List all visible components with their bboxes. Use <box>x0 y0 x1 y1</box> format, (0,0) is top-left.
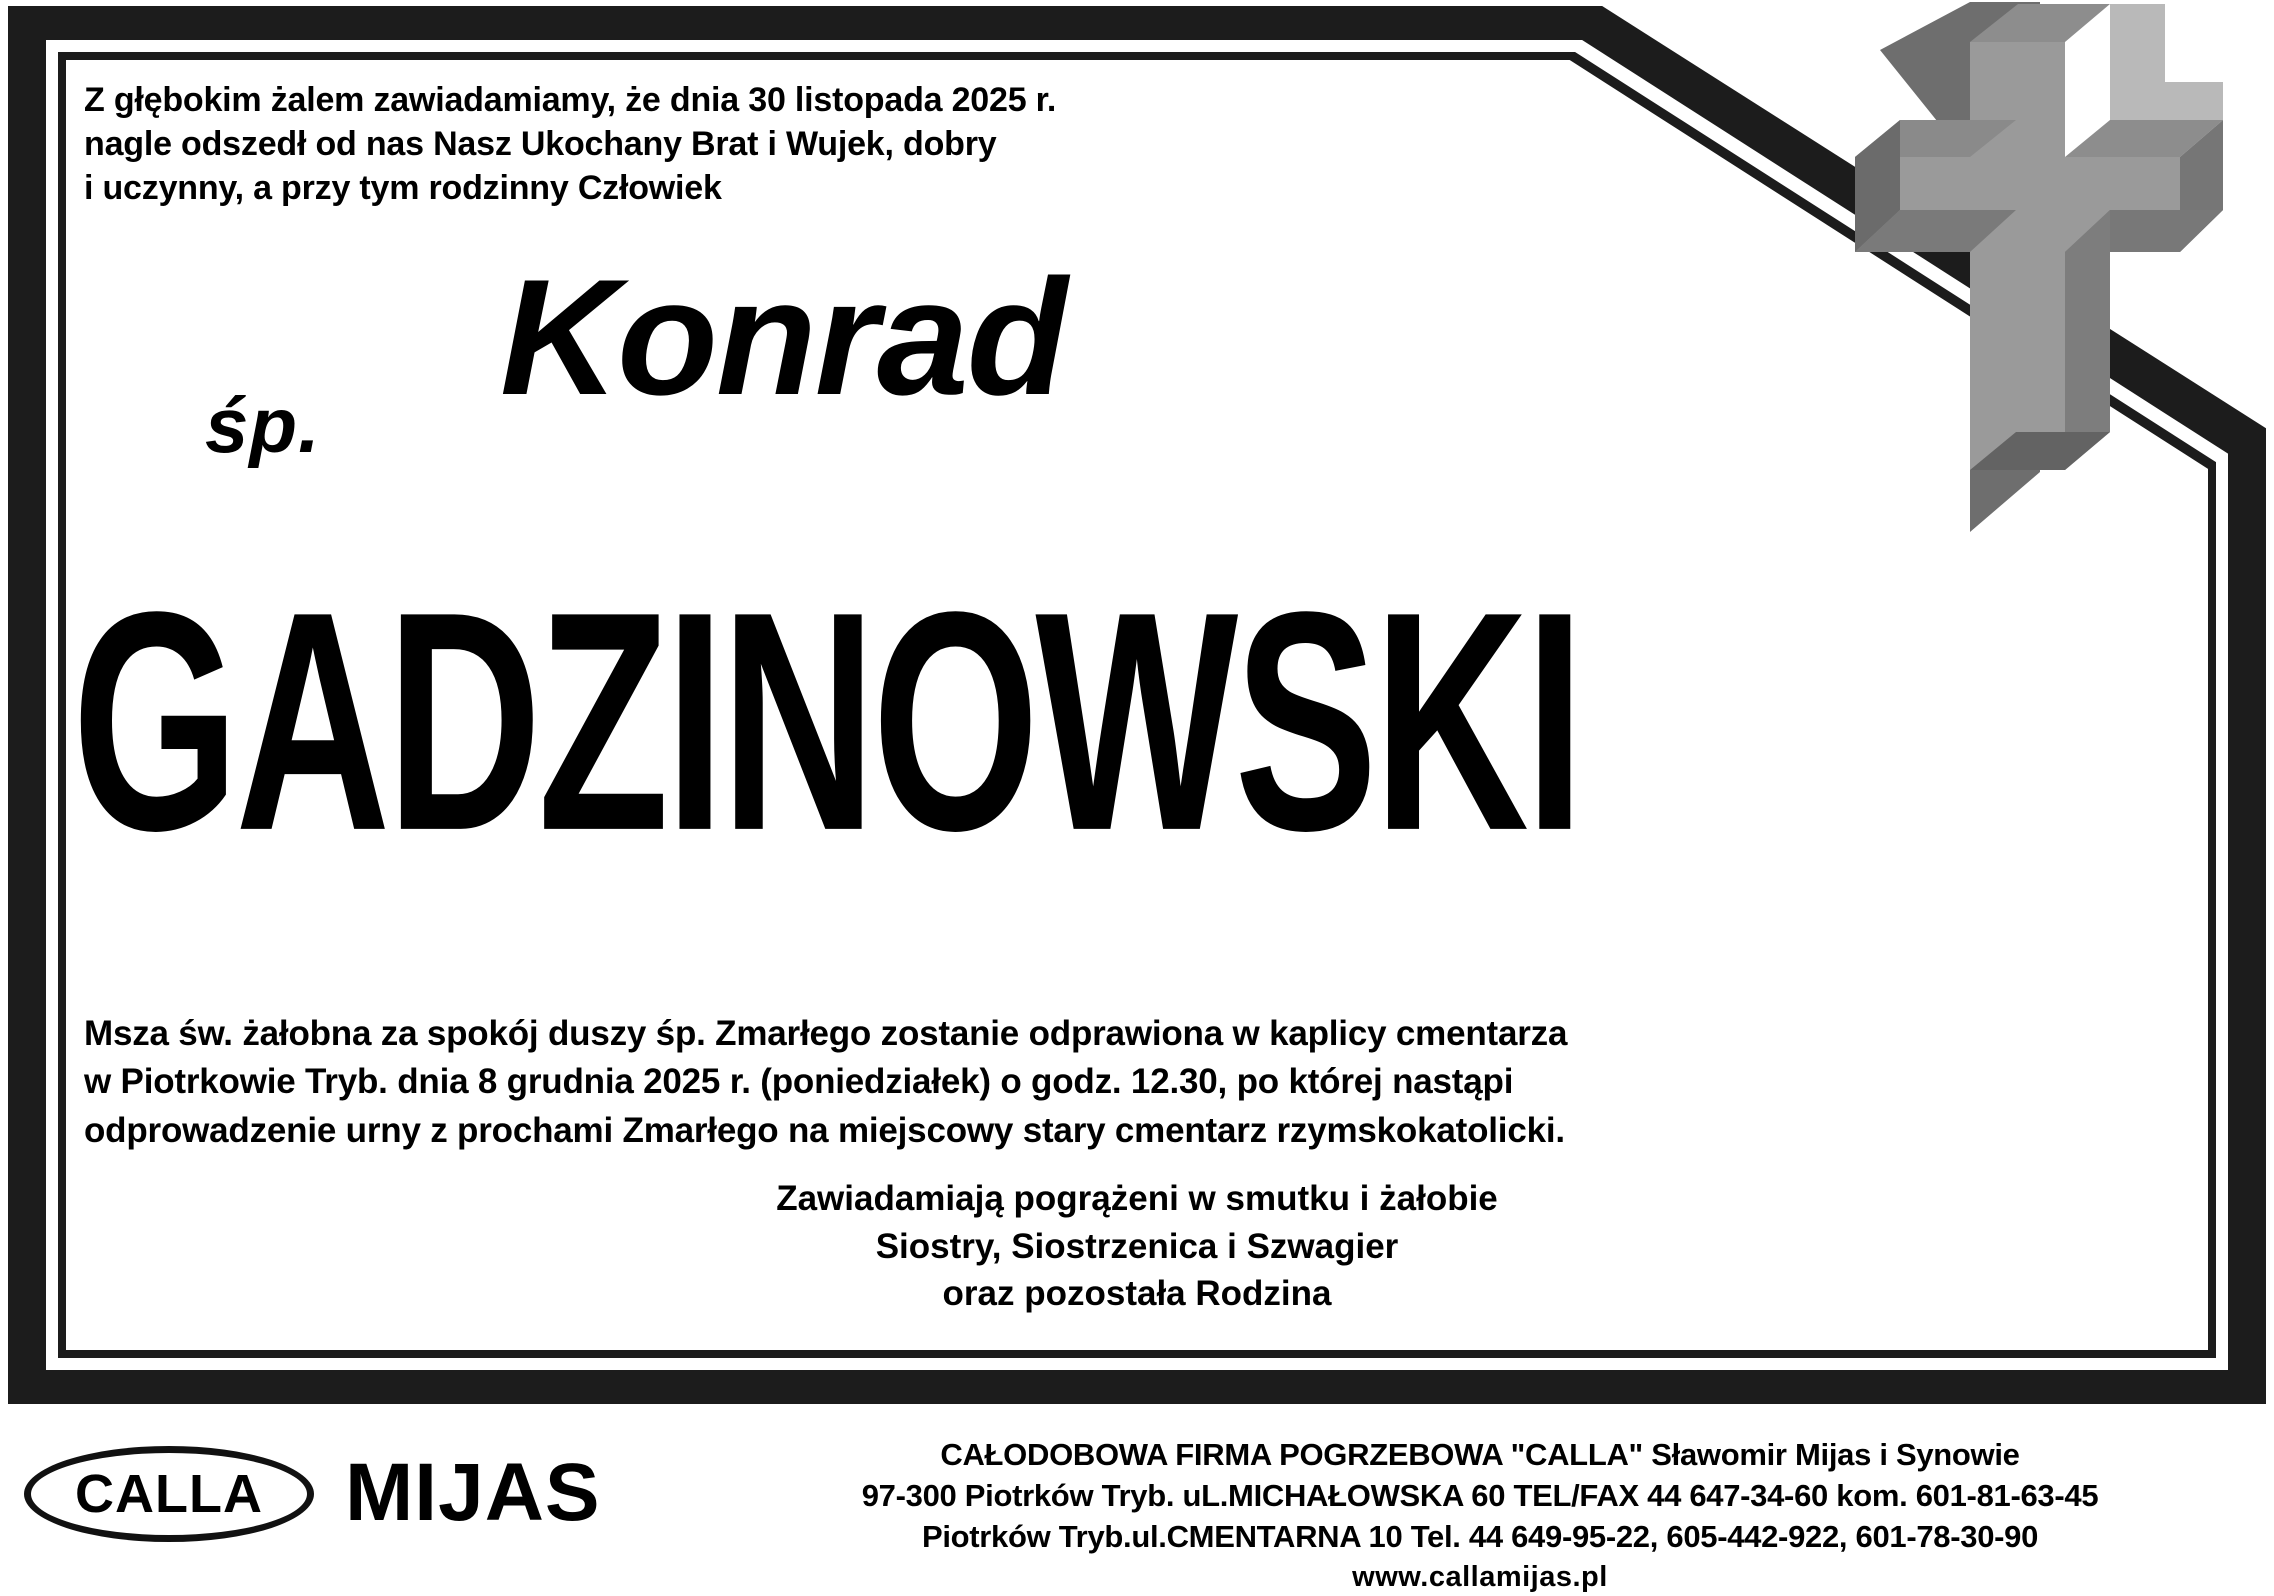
company-website: www.callamijas.pl <box>1352 1560 1608 1593</box>
family-line-2: Siostry, Siostrzenica i Szwagier <box>875 1226 1399 1266</box>
deceased-first-name: Konrad <box>500 245 1066 429</box>
honorific-label: śp. <box>205 381 321 469</box>
intro-line-1: Z głębokim żalem zawiadamiamy, że dnia 30 listopada 2025 r. <box>84 81 1057 119</box>
mijas-wordmark: MIJAS <box>345 1447 601 1538</box>
funeral-home-footer <box>0 1418 2274 1593</box>
mass-line-3: odprowadzenie urny z prochami Zmarłego na miejscowy stary cmentarz rzymskokatolicki. <box>84 1110 1565 1150</box>
calla-logo <box>24 1446 314 1542</box>
company-line-2: 97-300 Piotrków Tryb. uL.MICHAŁOWSKA 60 TEL/FAX 44 647-34-60 kom. 601-81-63-45 <box>861 1478 2099 1514</box>
intro-paragraph <box>84 78 1404 211</box>
intro-line-3: i uczynny, a przy tym rodzinny Człowiek <box>84 169 722 208</box>
latin-cross-3d-icon <box>1820 2 2240 532</box>
mass-line-2: w Piotrkowie Tryb. dnia 8 grudnia 2025 r. (poniedziałek) o godz. 12.30, po której nastąpi <box>84 1062 1514 1102</box>
company-contact-block <box>700 1434 2260 1596</box>
deceased-surname: GADZINOWSKI <box>72 546 1581 896</box>
intro-line-2: nagle odszedł od nas Nasz Ukochany Brat i Wujek, dobry <box>84 125 997 164</box>
family-line-3: oraz pozostała Rodzina <box>942 1274 1332 1314</box>
company-line-3: Piotrków Tryb.ul.CMENTARNA 10 Tel. 44 649-95-22, 605-442-922, 601-78-30-90 <box>921 1519 2039 1555</box>
calla-logo-text: CALLA <box>75 1464 263 1524</box>
family-line-1: Zawiadamiają pogrążeni w smutku i żałobie <box>776 1179 1498 1218</box>
family-signature <box>66 1175 2208 1318</box>
mass-line-1: Msza św. żałobna za spokój duszy śp. Zmarłego zostanie odprawiona w kaplicy cmentarza <box>84 1014 1568 1053</box>
mass-details <box>84 1010 2174 1155</box>
company-line-1: CAŁODOBOWA FIRMA POGRZEBOWA "CALLA" Sławomir Mijas i Synowie <box>940 1437 2020 1472</box>
